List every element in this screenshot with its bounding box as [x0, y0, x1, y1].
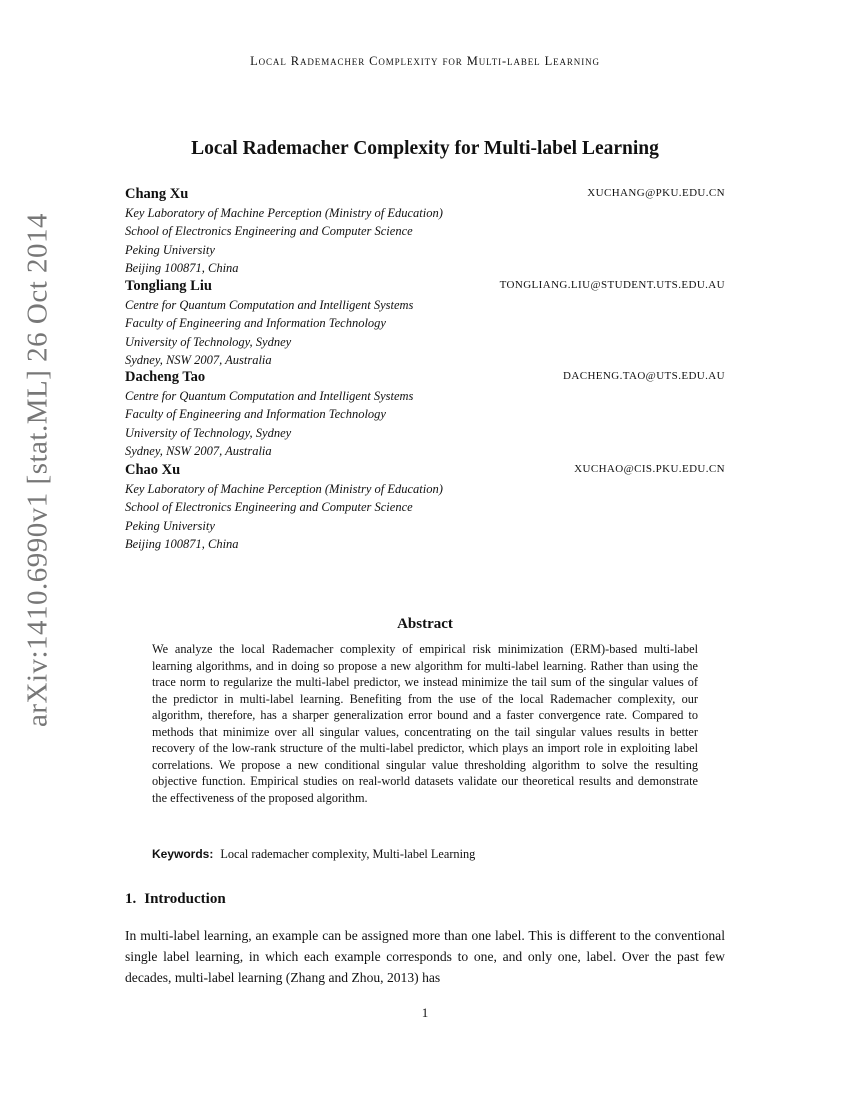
affiliation-line: Beijing 100871, China	[125, 260, 239, 275]
author-email: XUCHAO@CIS.PKU.EDU.CN	[574, 463, 725, 475]
section-heading	[125, 891, 226, 908]
abstract-heading: Abstract	[397, 616, 453, 632]
author-block-1	[125, 185, 725, 277]
affiliation-line: Sydney, NSW 2007, Australia	[125, 352, 272, 367]
author-block-4	[125, 461, 725, 553]
keywords-label: Keywords:	[152, 847, 214, 861]
author-block-3	[125, 368, 725, 460]
keywords-text: Local rademacher complexity, Multi-label Learning	[220, 847, 476, 861]
author-name: Tongliang Liu	[125, 278, 212, 294]
keywords	[152, 846, 698, 863]
paper-title: Local Rademacher Complexity for Multi-label Learning	[191, 138, 659, 159]
affiliation-line: Centre for Quantum Computation and Intelligent Systems	[125, 389, 414, 403]
intro-paragraph: In multi-label learning, an example can be assigned more than one label. This is different to the conventional single label learning, in which each example corresponds to one, and only one, label. Over the past few decades, multi-label learning (Zhang and Zhou, 2013) has	[125, 928, 725, 985]
affiliation-line: School of Electronics Engineering and Computer Science	[125, 224, 413, 239]
running-head: Local Rademacher Complexity for Multi-label Learning	[250, 54, 600, 68]
section-title: Introduction	[144, 891, 226, 907]
author-name: Dacheng Tao	[125, 369, 206, 385]
author-email: DACHENG.TAO@UTS.EDU.AU	[563, 370, 725, 382]
affiliation-line: Beijing 100871, China	[125, 536, 239, 551]
author-name: Chao Xu	[125, 462, 181, 478]
affiliation-line: Peking University	[125, 518, 215, 533]
affiliation-line: University of Technology, Sydney	[125, 425, 292, 440]
affiliation-line: Peking University	[125, 242, 215, 257]
affiliation-line: Centre for Quantum Computation and Intelligent Systems	[125, 298, 414, 312]
section-number: 1.	[125, 891, 137, 907]
page-number: 1	[421, 1005, 429, 1020]
affiliation-line: Sydney, NSW 2007, Australia	[125, 443, 272, 458]
author-name: Chang Xu	[125, 186, 189, 202]
affiliation-line: Faculty of Engineering and Information Technology	[125, 316, 386, 331]
author-block-2	[125, 277, 725, 369]
author-email: TONGLIANG.LIU@STUDENT.UTS.EDU.AU	[499, 279, 725, 291]
abstract-text: We analyze the local Rademacher complexity of empirical risk minimization (ERM)-based multi-label learning algorithms, and in doing so propose a new algorithm for multi-label learning. Rather than using the trace norm to regularize the multi-label predictor, we instead minimize the tail sum of the singular values of the predictor in multi-label learning. Benefiting from the use of the local Rademacher complexity, our algorithm, therefore, has a sharper generalization error bound and a faster convergence rate. Compared to methods that minimize over all singular values, concentrating on the tail singular values results in better recovery of the low-rank structure of the multi-label predictor, which plays an import role in exploiting label correlations. We propose a new conditional singular value thresholding algorithm to solve the resulting objective function. Empirical studies on real-world datasets validate our theoretical results and demonstrate the effectiveness of the proposed algorithm.	[152, 642, 698, 805]
author-email: XUCHANG@PKU.EDU.CN	[587, 187, 725, 199]
affiliation-line: Faculty of Engineering and Information Technology	[125, 407, 386, 422]
affiliation-line: Key Laboratory of Machine Perception (Ministry of Education)	[125, 482, 443, 496]
affiliation-line: University of Technology, Sydney	[125, 334, 292, 349]
affiliation-line: School of Electronics Engineering and Computer Science	[125, 500, 413, 515]
arxiv-identifier: arXiv:1410.6990v1 [stat.ML] 26 Oct 2014	[21, 212, 54, 728]
affiliation-line: Key Laboratory of Machine Perception (Ministry of Education)	[125, 206, 443, 220]
